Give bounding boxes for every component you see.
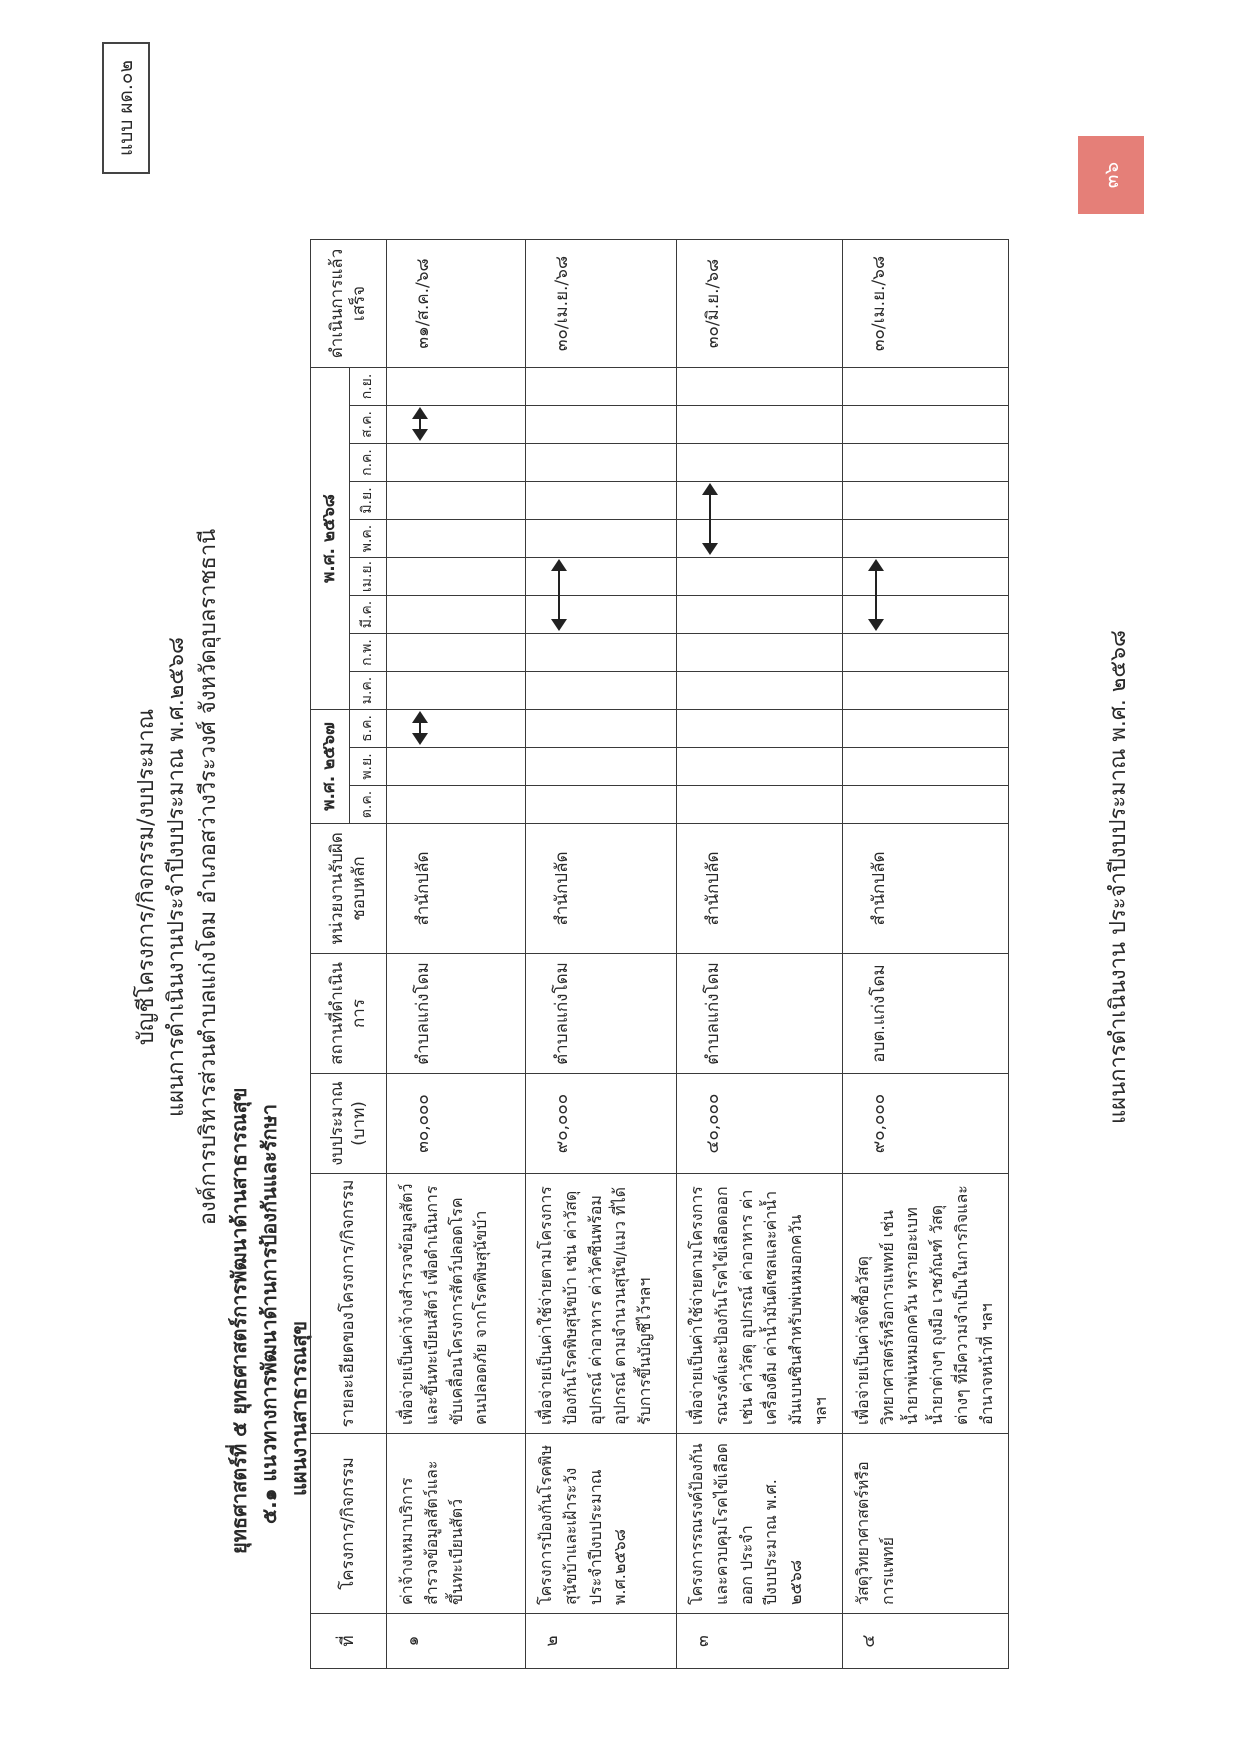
project-name: ค่าจ้างเหมาบริการสำรวจข้อมูลสัตว์และขึ้นทะเบียนสัตว์ <box>397 1460 466 1605</box>
schedule-arrow <box>419 409 421 439</box>
header-month: มี.ค. <box>350 596 387 634</box>
responsible-unit: สำนักปลัด <box>413 851 433 926</box>
budget-amount: ๙๐,๐๐๐ <box>552 1093 572 1154</box>
month-cell <box>842 672 1008 710</box>
document-title: บัญชีโครงการ/กิจกรรม/งบประมาณ <box>134 708 159 1046</box>
header-project: โครงการ/กิจกรรม <box>311 1434 387 1614</box>
month-cell <box>387 406 526 444</box>
project-location: อบต.แก่งโดม <box>868 964 889 1063</box>
budget-amount: ๔๐,๐๐๐ <box>703 1093 723 1154</box>
header-month: มิ.ย. <box>350 482 387 520</box>
header-month: พ.ค. <box>350 520 387 558</box>
strategy-heading: ยุทธศาสตร์ที่ ๕ ยุทธศาสตร์การพัฒนาด้านสาธารณสุข <box>227 1087 251 1554</box>
month-cell <box>842 786 1008 824</box>
month-cell <box>677 634 843 672</box>
month-cell <box>526 710 677 748</box>
header-month: ธ.ค. <box>350 710 387 748</box>
header-detail: รายละเอียดของโครงการ/กิจกรรม <box>311 1174 387 1434</box>
header-month: พ.ย. <box>350 748 387 786</box>
project-detail: เพื่อจ่ายเป็นค่าใช้จ่ายตามโครงการรณรงค์และป้องกันโรคไข้เลือดออกเช่น ค่าวัสดุ อุปกรณ์ ค่าอาหาร ค่าเครื่องดื่ม ค่าน้ำมันดีเซลและค่าน้ำมันเบนซินสำหรับพ่นหมอกควัน ฯลฯ <box>687 1186 830 1425</box>
month-cell <box>526 482 677 520</box>
month-cell <box>387 672 526 710</box>
row-number: ๑ <box>403 1635 423 1647</box>
header-month: ส.ค. <box>350 406 387 444</box>
page-footer: แผนการดำเนินงาน ประจำปีงบประมาณ พ.ศ. ๒๕๖๘ <box>1106 630 1131 1124</box>
header-year-2568: พ.ศ. ๒๕๖๘ <box>311 368 350 710</box>
month-cell <box>842 748 1008 786</box>
month-cell <box>387 596 526 634</box>
month-cell <box>526 520 677 558</box>
month-cell <box>387 634 526 672</box>
month-cell <box>526 634 677 672</box>
form-code-box: แบบ ผด.๐๒ <box>102 42 150 174</box>
header-month: ต.ค. <box>350 786 387 824</box>
responsible-unit: สำนักปลัด <box>868 851 889 926</box>
month-cell <box>526 558 677 596</box>
table-row <box>677 240 843 1669</box>
month-cell <box>526 368 677 406</box>
month-cell <box>526 672 677 710</box>
month-cell <box>387 520 526 558</box>
budget-amount: ๙๐,๐๐๐ <box>868 1093 889 1154</box>
row-number: ๓ <box>693 1635 713 1647</box>
month-cell <box>387 368 526 406</box>
guideline-heading: ๕.๑ แนวทางการพัฒนาด้านการป้องกันและรักษา <box>257 1104 281 1524</box>
table-row <box>842 240 1008 1669</box>
month-cell <box>677 596 843 634</box>
month-cell <box>677 748 843 786</box>
table-row <box>387 240 526 1669</box>
month-cell <box>842 482 1008 520</box>
month-cell <box>526 748 677 786</box>
plan-heading: แผนงานสาธารณสุข <box>287 1321 311 1496</box>
month-cell <box>842 520 1008 558</box>
completion-date: ๓๐/เม.ย./๖๘ <box>868 255 889 352</box>
header-year-2567: พ.ศ. ๒๕๖๗ <box>311 710 350 824</box>
completion-date: ๓๐/เม.ย./๖๘ <box>552 255 572 352</box>
month-cell <box>387 444 526 482</box>
row-number: ๔ <box>858 1634 879 1648</box>
month-cell <box>677 368 843 406</box>
project-location: ตำบลแก่งโดม <box>413 962 433 1065</box>
month-cell <box>842 558 1008 596</box>
project-detail: เพื่อจ่ายเป็นค่าจ้างสำรวจข้อมูลสัตว์และขึ้นทะเบียนสัตว์ เพื่อดำเนินการขับเคลื่อนโครงการสัตว์ปลอดโรค คนปลอดภัย จากโรคพิษสุนัขบ้า <box>397 1183 491 1425</box>
header-place: สถานที่ดำเนินการ <box>311 954 387 1074</box>
month-cell <box>677 520 843 558</box>
header-month: ม.ค. <box>350 672 387 710</box>
month-cell <box>842 368 1008 406</box>
header-month: ก.พ. <box>350 634 387 672</box>
project-detail: เพื่อจ่ายเป็นค่าจัดซื้อวัสดุวิทยาศาสตร์หรือการแพทย์ เช่น น้ำยาพ่นหมอกควัน ทรายอะเบท น้ำยาต่างๆ ถุงมือ เวชภัณฑ์ วัสดุต่างๆ ที่มีความจำเป็นในการกิจและอำนาจหน้าที่ ฯลฯ <box>852 1185 996 1425</box>
month-cell <box>842 710 1008 748</box>
table-row <box>526 240 677 1669</box>
month-cell <box>842 634 1008 672</box>
project-name: โครงการป้องกันโรคพิษสุนัขบ้าและเฝ้าระวัง ประจำปีงบประมาณ พ.ศ.๒๕๖๘ <box>536 1444 630 1605</box>
month-cell <box>677 786 843 824</box>
responsible-unit: สำนักปลัด <box>703 851 723 926</box>
project-location: ตำบลแก่งโดม <box>703 962 723 1065</box>
month-cell <box>842 406 1008 444</box>
responsible-unit: สำนักปลัด <box>552 851 572 926</box>
month-cell <box>677 406 843 444</box>
month-cell <box>387 482 526 520</box>
month-cell <box>387 786 526 824</box>
month-cell <box>842 596 1008 634</box>
row-number: ๒ <box>542 1635 562 1647</box>
month-cell <box>387 558 526 596</box>
plan-table <box>310 239 1009 1669</box>
month-cell <box>677 444 843 482</box>
month-cell <box>677 558 843 596</box>
header-done: ดำเนินการแล้วเสร็จ <box>311 240 387 368</box>
document-subtitle: แผนการดำเนินงานประจำปีงบประมาณ พ.ศ.๒๕๖๘ <box>164 637 189 1117</box>
project-location: ตำบลแก่งโดม <box>552 962 572 1065</box>
schedule-arrow <box>419 713 421 743</box>
month-cell <box>842 444 1008 482</box>
header-unit: หน่วยงานรับผิดชอบหลัก <box>311 824 387 954</box>
month-cell <box>526 406 677 444</box>
completion-date: ๓๑/ส.ค./๖๘ <box>413 258 433 349</box>
month-cell <box>526 444 677 482</box>
header-no: ที่ <box>311 1614 387 1669</box>
header-month: เม.ย. <box>350 558 387 596</box>
budget-amount: ๓๐,๐๐๐ <box>413 1094 433 1153</box>
month-cell <box>677 672 843 710</box>
month-cell <box>387 710 526 748</box>
month-cell <box>387 748 526 786</box>
organization-line: องค์การบริหารส่วนตำบลแก่งโดม อำเภอสว่างวีระวงศ์ จังหวัดอุบลราชธานี <box>196 528 221 1226</box>
completion-date: ๓๐/มิ.ย./๖๘ <box>703 258 723 349</box>
project-detail: เพื่อจ่ายเป็นค่าใช้จ่ายตามโครงการป้องกันโรคพิษสุนัขบ้า เช่น ค่าวัสดุอุปกรณ์ ค่าอาหาร ค่าวัคซีนพร้อมอุปกรณ์ ตามจำนวนสุนัข/แมว ที่ได้รับการขึ้นบัญชีไว้ฯลฯ <box>536 1186 655 1425</box>
month-cell <box>677 710 843 748</box>
project-name: วัสดุวิทยาศาสตร์หรือการแพทย์ <box>852 1461 897 1605</box>
month-cell <box>526 786 677 824</box>
header-month: ก.ค. <box>350 444 387 482</box>
month-cell <box>677 482 843 520</box>
month-cell <box>526 596 677 634</box>
header-month: ก.ย. <box>350 368 387 406</box>
page-number-badge: ๓๖ <box>1078 136 1144 214</box>
header-budget: งบประมาณ (บาท) <box>311 1074 387 1174</box>
project-name: โครงการรณรงค์ป้องกันและควบคุมโรคไข้เลือดออก ประจำปีงบประมาณ พ.ศ. ๒๕๖๘ <box>687 1443 806 1605</box>
